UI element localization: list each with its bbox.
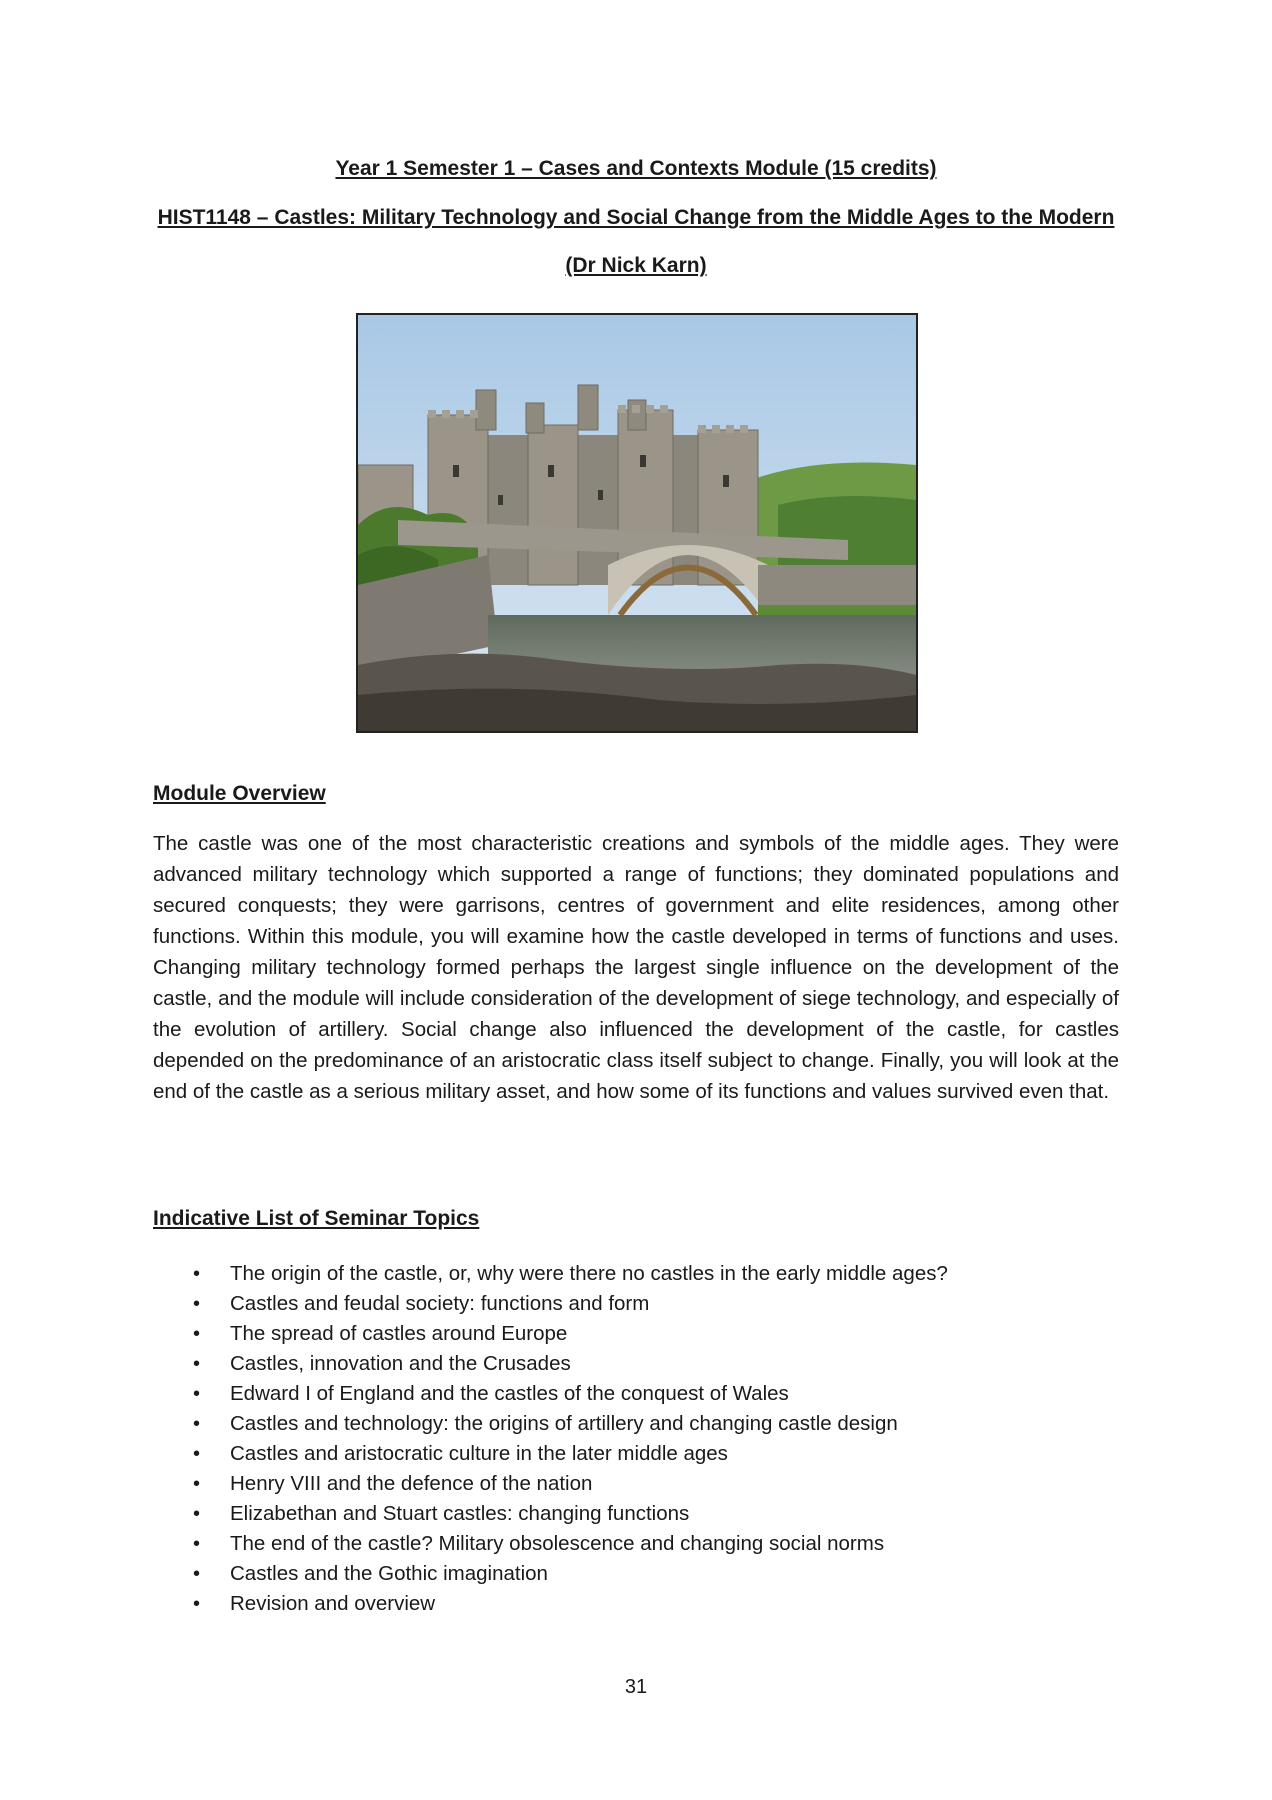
list-item-text: Edward I of England and the castles of the conquest of Wales — [230, 1382, 789, 1405]
module-code-title: HIST1148 – Castles: Military Technology and Social Change from the Middle Ages to the Modern — [157, 206, 1115, 229]
seminar-topics-list — [153, 1259, 1119, 1619]
seminar-topics-heading: Indicative List of Seminar Topics — [153, 1207, 480, 1230]
page-number: 31 — [624, 1676, 648, 1698]
list-item-text: Elizabethan and Stuart castles: changing functions — [230, 1502, 690, 1525]
bullet-icon: • — [193, 1323, 201, 1345]
bullet-icon: • — [193, 1413, 201, 1435]
list-item — [153, 1439, 1119, 1469]
bullet-icon: • — [193, 1383, 201, 1405]
list-item-text: Castles and technology: the origins of artillery and changing castle design — [230, 1412, 898, 1435]
list-item — [153, 1289, 1119, 1319]
castle-photo-illustration — [358, 315, 916, 731]
bullet-icon: • — [193, 1533, 201, 1555]
module-overview-heading: Module Overview — [153, 782, 326, 805]
bullet-icon: • — [193, 1503, 201, 1525]
list-item — [153, 1259, 1119, 1289]
bullet-icon: • — [193, 1443, 201, 1465]
list-item-text: Revision and overview — [230, 1592, 436, 1615]
list-item — [153, 1319, 1119, 1349]
list-item-text: The origin of the castle, or, why were there no castles in the early middle ages? — [230, 1262, 948, 1285]
list-item — [153, 1409, 1119, 1439]
bullet-icon: • — [193, 1593, 201, 1615]
list-item-text: Castles, innovation and the Crusades — [230, 1352, 571, 1375]
list-item-text: Castles and the Gothic imagination — [230, 1562, 548, 1585]
list-item — [153, 1499, 1119, 1529]
list-item-text: Castles and aristocratic culture in the later middle ages — [230, 1442, 728, 1465]
list-item — [153, 1379, 1119, 1409]
bullet-icon: • — [193, 1293, 201, 1315]
list-item — [153, 1469, 1119, 1499]
castle-photo — [356, 313, 918, 733]
bullet-icon: • — [193, 1263, 201, 1285]
list-item — [153, 1559, 1119, 1589]
list-item — [153, 1349, 1119, 1379]
list-item — [153, 1529, 1119, 1559]
bullet-icon: • — [193, 1353, 201, 1375]
list-item-text: The spread of castles around Europe — [230, 1322, 568, 1345]
list-item — [153, 1589, 1119, 1619]
bullet-icon: • — [193, 1563, 201, 1585]
list-item-text: The end of the castle? Military obsolescence and changing social norms — [230, 1532, 885, 1555]
list-item-text: Castles and feudal society: functions and form — [230, 1292, 650, 1315]
module-heading: Year 1 Semester 1 – Cases and Contexts Module (15 credits) — [335, 157, 937, 180]
module-convenor: (Dr Nick Karn) — [565, 254, 707, 277]
list-item-text: Henry VIII and the defence of the nation — [230, 1472, 593, 1495]
bullet-icon: • — [193, 1473, 201, 1495]
module-overview-text: The castle was one of the most characteristic creations and symbols of the middle ages. They were advanced military technology which supported a range of functions; they dominated populations and secured conquests; they were garrisons, centres of government and elite residences, among other functions. Within this module, you will examine how the castle developed in terms of functions and uses. Changing military technology formed perhaps the largest single influence on the development of the castle, and the module will include consideration of the development of siege technology, and especially of the evolution of artillery. Social change also influenced the development of the castle, for castles depended on the predominance of an aristocratic class itself subject to change. Finally, you will look at the end of the castle as a serious military asset, and how some of its functions and values survived even that. — [153, 832, 1119, 1103]
